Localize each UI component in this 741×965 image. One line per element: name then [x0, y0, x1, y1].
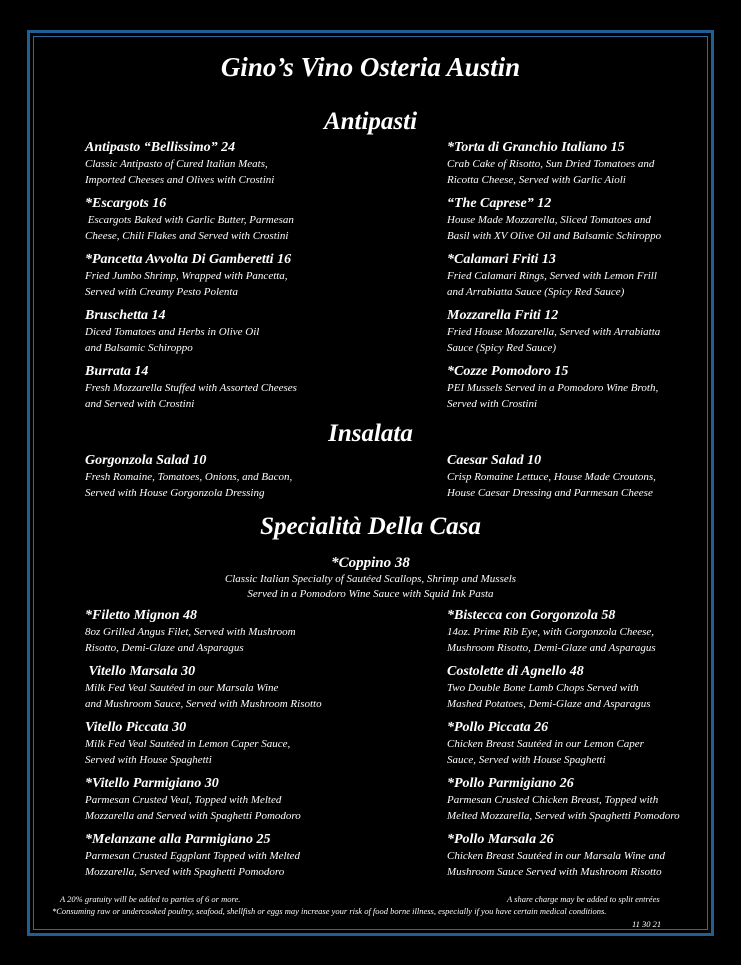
menu-item-desc: Sauce, Served with House Spaghetti — [447, 754, 606, 766]
featured-menu-item — [0, 554, 741, 602]
menu-item-name: Mozzarella Friti 12 — [447, 308, 559, 323]
menu-item-desc: Milk Fed Veal Sautéed in Lemon Caper Sauce, — [85, 738, 291, 750]
menu-item — [447, 720, 741, 768]
menu-item-name: Vitello Piccata 30 — [85, 720, 187, 735]
menu-item-name: Gorgonzola Salad 10 — [85, 453, 207, 468]
menu-item-desc: Milk Fed Veal Sautéed in our Marsala Wine — [85, 682, 279, 694]
menu-item-desc: Mozzarella, Served with Spaghetti Pomodoro — [85, 866, 285, 878]
menu-item-name: Bruschetta 14 — [85, 308, 166, 323]
menu-item-name: *Torta di Granchio Italiano 15 — [447, 140, 625, 155]
menu-item-desc: Parmesan Crusted Veal, Topped with Melted — [85, 794, 282, 806]
menu-item-desc: Cheese, Chili Flakes and Served with Crostini — [85, 230, 289, 242]
menu-item-name: Costolette di Agnello 48 — [447, 664, 584, 679]
menu-item-desc: Ricotta Cheese, Served with Garlic Aioli — [447, 174, 626, 186]
menu-item — [447, 308, 741, 356]
menu-item-desc: Fried House Mozzarella, Served with Arrabiatta — [447, 326, 661, 338]
menu-item — [447, 196, 741, 244]
menu-item — [85, 308, 385, 356]
menu-item-desc: Chicken Breast Sautéed in our Marsala Wine and — [447, 850, 666, 862]
menu-item — [85, 453, 385, 501]
menu-item — [85, 720, 385, 768]
menu-item — [85, 252, 385, 300]
menu-item-desc: Parmesan Crusted Eggplant Topped with Melted — [85, 850, 301, 862]
menu-item-name: *Vitello Parmigiano 30 — [85, 776, 219, 791]
section-heading-insalata: Insalata — [328, 420, 413, 447]
menu-item-desc: House Made Mozzarella, Sliced Tomatoes and — [447, 214, 651, 226]
menu-item-name: *Pollo Marsala 26 — [447, 832, 554, 847]
menu-item-desc: Melted Mozzarella, Served with Spaghetti Pomodoro — [447, 810, 680, 822]
menu-item-desc: and Served with Crostini — [85, 398, 195, 410]
menu-date: 11 30 21 — [632, 919, 662, 929]
menu-item — [447, 776, 741, 824]
menu-item-desc: Crisp Romaine Lettuce, House Made Croutons, — [447, 471, 656, 483]
menu-item — [447, 453, 741, 501]
menu-item — [85, 608, 385, 656]
menu-item-name: Burrata 14 — [85, 364, 149, 379]
menu-item-desc: Mozzarella and Served with Spaghetti Pomodoro — [85, 810, 301, 822]
menu-item-name: *Melanzane alla Parmigiano 25 — [85, 832, 271, 847]
menu-item-desc: Served with Crostini — [447, 398, 538, 410]
menu-item-name: Vitello Marsala 30 — [85, 664, 196, 679]
menu-item-desc: Parmesan Crusted Chicken Breast, Topped with — [447, 794, 659, 806]
menu-item — [447, 832, 741, 880]
menu-item-desc: Chicken Breast Sautéed in our Lemon Caper — [447, 738, 644, 750]
menu-item-desc: Diced Tomatoes and Herbs in Olive Oil — [85, 326, 260, 338]
menu-item-name: *Pollo Piccata 26 — [447, 720, 549, 735]
menu-item-desc: Imported Cheeses and Olives with Crostini — [85, 174, 275, 186]
menu-item — [85, 140, 385, 188]
menu-item-name: *Coppino 38 — [331, 555, 410, 571]
menu-item-desc: Escargots Baked with Garlic Butter, Parmesan — [85, 214, 294, 226]
menu-item-name: Caesar Salad 10 — [447, 453, 542, 468]
menu-item-name: *Pancetta Avvolta Di Gamberetti 16 — [85, 252, 292, 267]
menu-item-desc: Mashed Potatoes, Demi-Glaze and Asparagus — [447, 698, 651, 710]
menu-item-name: “The Caprese” 12 — [447, 196, 552, 211]
menu-item-desc: and Mushroom Sauce, Served with Mushroom Risotto — [85, 698, 322, 710]
menu-item — [85, 776, 385, 824]
menu-item-desc: Served with House Gorgonzola Dressing — [85, 487, 265, 499]
menu-item-name: Antipasto “Bellissimo” 24 — [85, 140, 236, 155]
menu-item-desc: Served with House Spaghetti — [85, 754, 212, 766]
section-heading-antipasti: Antipasti — [323, 108, 418, 135]
menu-item — [85, 364, 385, 412]
menu-item-desc: Mushroom Risotto, Demi-Glaze and Asparagus — [447, 642, 656, 654]
menu-item-name: *Cozze Pomodoro 15 — [447, 364, 569, 379]
menu-item-desc: and Balsamic Schiroppo — [85, 342, 193, 354]
menu-item-name: *Calamari Friti 13 — [447, 252, 556, 267]
menu-item-desc: Fresh Romaine, Tomatoes, Onions, and Bacon, — [85, 471, 293, 483]
menu-item-desc: 8oz Grilled Angus Filet, Served with Mushroom — [85, 626, 296, 638]
share-charge-note: A share charge may be added to split entrées — [507, 894, 660, 904]
menu-item-desc: 14oz. Prime Rib Eye, with Gorgonzola Cheese, — [447, 626, 655, 638]
menu-item-name: *Escargots 16 — [85, 196, 167, 211]
menu-item-name: *Pollo Parmigiano 26 — [447, 776, 574, 791]
menu-item-desc: Basil with XV Olive Oil and Balsamic Schiroppo — [447, 230, 662, 242]
menu-item-desc: PEI Mussels Served in a Pomodoro Wine Broth, — [447, 382, 659, 394]
menu-item-name: *Bistecca con Gorgonzola 58 — [447, 608, 616, 623]
menu-item-desc: and Arrabiatta Sauce (Spicy Red Sauce) — [447, 286, 625, 298]
menu-item-desc: Served in a Pomodoro Wine Sauce with Squid Ink Pasta — [247, 588, 494, 600]
menu-item — [447, 664, 741, 712]
menu-item-desc: Mushroom Sauce Served with Mushroom Risotto — [447, 866, 662, 878]
menu-item-desc: Risotto, Demi-Glaze and Asparagus — [85, 642, 244, 654]
menu-item-name: *Filetto Mignon 48 — [85, 608, 198, 623]
menu-item-desc: Served with Creamy Pesto Polenta — [85, 286, 238, 298]
menu-item — [85, 664, 385, 712]
menu-item-desc: Fried Jumbo Shrimp, Wrapped with Pancetta, — [85, 270, 288, 282]
menu-item-desc: House Caesar Dressing and Parmesan Cheese — [447, 487, 653, 499]
menu-item-desc: Classic Italian Specialty of Sautéed Scallops, Shrimp and Mussels — [224, 573, 517, 585]
restaurant-title: Gino’s Vino Osteria Austin — [220, 52, 521, 82]
gratuity-note: A 20% gratuity will be added to parties of 6 or more. — [60, 894, 241, 904]
menu-item — [85, 196, 385, 244]
menu-item-desc: Sauce (Spicy Red Sauce) — [447, 342, 557, 354]
menu-item — [447, 140, 741, 188]
menu-item — [447, 252, 741, 300]
menu-item — [85, 832, 385, 880]
menu-item-desc: Fried Calamari Rings, Served with Lemon Frill — [447, 270, 657, 282]
menu-item — [447, 364, 741, 412]
menu-item-desc: Crab Cake of Risotto, Sun Dried Tomatoes and — [447, 158, 655, 170]
menu-item-desc: Two Double Bone Lamb Chops Served with — [447, 682, 639, 694]
menu-item — [447, 608, 741, 656]
menu-item-desc: Classic Antipasto of Cured Italian Meats, — [85, 158, 268, 170]
food-safety-warning: *Consuming raw or undercooked poultry, seafood, shellfish or eggs may increase your risk of food borne illness, especially if you have certain medical conditions. — [52, 906, 607, 916]
section-heading-specialita: Specialità Della Casa — [260, 513, 481, 540]
menu-item-desc: Fresh Mozzarella Stuffed with Assorted Cheeses — [85, 382, 297, 394]
